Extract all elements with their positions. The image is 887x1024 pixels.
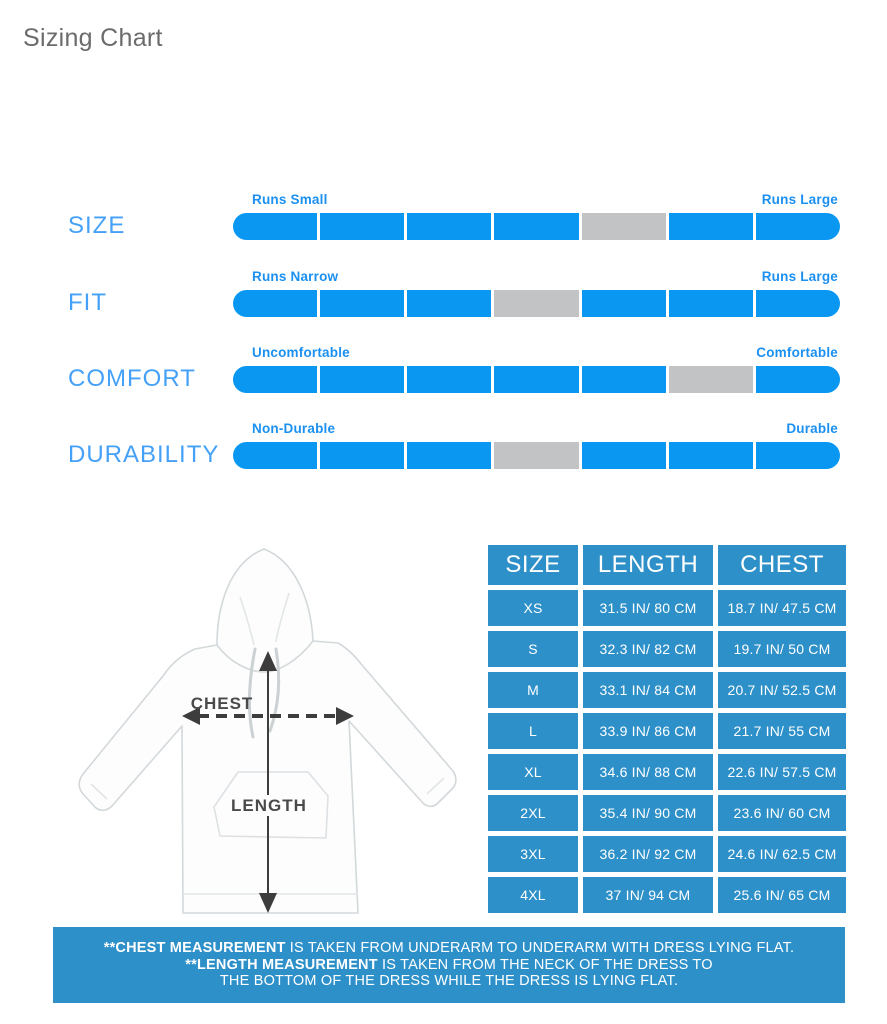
rating-row-comfort	[0, 345, 887, 395]
chest-cell: 22.6 IN/ 57.5 CM	[718, 754, 846, 790]
rating-row-size	[0, 192, 887, 242]
rating-segment	[582, 366, 666, 393]
size-cell: M	[488, 672, 578, 708]
length-cell: 32.3 IN/ 82 CM	[583, 631, 713, 667]
rating-bar-endpoints	[233, 269, 840, 289]
rating-segment	[494, 213, 578, 240]
rating-segment	[669, 213, 753, 240]
size-cell: 2XL	[488, 795, 578, 831]
footnote-line-2: **LENGTH MEASUREMENT IS TAKEN FROM THE NECK OF THE DRESS TO	[185, 956, 713, 973]
chest-cell: 19.7 IN/ 50 CM	[718, 631, 846, 667]
chest-cell: 25.6 IN/ 65 CM	[718, 877, 846, 913]
rating-row-label: FIT	[68, 289, 107, 316]
rating-bar	[233, 290, 840, 317]
rating-row-durability	[0, 421, 887, 471]
rating-segment-marker	[494, 442, 578, 469]
chest-cell: 24.6 IN/ 62.5 CM	[718, 836, 846, 872]
length-cell: 33.1 IN/ 84 CM	[583, 672, 713, 708]
rating-bar-endpoints	[233, 192, 840, 212]
rating-segment	[756, 290, 840, 317]
size-cell: XS	[488, 590, 578, 626]
rating-left-label: Runs Narrow	[252, 269, 339, 284]
footnote-line-3: THE BOTTOM OF THE DRESS WHILE THE DRESS IS LYING FLAT.	[219, 973, 679, 989]
rating-bar	[233, 213, 840, 240]
rating-row-label: DURABILITY	[68, 441, 220, 468]
rating-right-label: Runs Large	[761, 192, 838, 207]
hoodie-diagram	[70, 545, 470, 925]
length-cell: 37 IN/ 94 CM	[583, 877, 713, 913]
rating-segment	[494, 366, 578, 393]
chest-cell: 20.7 IN/ 52.5 CM	[718, 672, 846, 708]
size-cell: S	[488, 631, 578, 667]
length-cell: 35.4 IN/ 90 CM	[583, 795, 713, 831]
footnote-line-1: **CHEST MEASUREMENT IS TAKEN FROM UNDERARM TO UNDERARM WITH DRESS LYING FLAT.	[103, 940, 795, 956]
rating-segment	[669, 290, 753, 317]
rating-segment	[582, 442, 666, 469]
rating-segment	[756, 213, 840, 240]
rating-row-label: SIZE	[68, 212, 126, 239]
length-cell: 33.9 IN/ 86 CM	[583, 713, 713, 749]
rating-segment	[320, 442, 404, 469]
rating-bar-endpoints	[233, 421, 840, 441]
rating-right-label: Durable	[786, 421, 838, 436]
rating-segment	[407, 442, 491, 469]
rating-segment-marker	[669, 366, 753, 393]
rating-segment	[407, 213, 491, 240]
rating-right-label: Comfortable	[756, 345, 838, 360]
size-cell: 3XL	[488, 836, 578, 872]
rating-segment	[669, 442, 753, 469]
rating-segment	[756, 442, 840, 469]
rating-segment	[320, 290, 404, 317]
rating-bar-wrap	[233, 345, 840, 393]
rating-bar	[233, 442, 840, 469]
rating-segment	[756, 366, 840, 393]
rating-right-label: Runs Large	[761, 269, 838, 284]
rating-segment	[233, 290, 317, 317]
rating-segment	[320, 366, 404, 393]
chest-measure-label: CHEST	[190, 694, 254, 713]
rating-segment	[407, 290, 491, 317]
length-cell: 31.5 IN/ 80 CM	[583, 590, 713, 626]
rating-segment	[233, 442, 317, 469]
rating-bar-wrap	[233, 192, 840, 240]
rating-left-label: Runs Small	[252, 192, 328, 207]
size-cell: 4XL	[488, 877, 578, 913]
size-table-header-size: SIZE	[488, 545, 578, 585]
rating-segment	[320, 213, 404, 240]
rating-bar-wrap	[233, 421, 840, 469]
rating-row-fit	[0, 269, 887, 319]
rating-segment	[582, 290, 666, 317]
page-title: Sizing Chart	[23, 24, 163, 52]
rating-segment-marker	[494, 290, 578, 317]
chest-cell: 18.7 IN/ 47.5 CM	[718, 590, 846, 626]
rating-bar-endpoints	[233, 345, 840, 365]
rating-bar-wrap	[233, 269, 840, 317]
length-cell: 34.6 IN/ 88 CM	[583, 754, 713, 790]
size-cell: L	[488, 713, 578, 749]
chest-cell: 23.6 IN/ 60 CM	[718, 795, 846, 831]
size-table-header-length: LENGTH	[583, 545, 713, 585]
size-cell: XL	[488, 754, 578, 790]
rating-row-label: COMFORT	[68, 365, 196, 392]
rating-segment	[407, 366, 491, 393]
measurement-footnote	[53, 927, 845, 1003]
rating-segment	[233, 366, 317, 393]
size-table	[488, 545, 846, 913]
rating-left-label: Uncomfortable	[252, 345, 350, 360]
length-cell: 36.2 IN/ 92 CM	[583, 836, 713, 872]
rating-segment-marker	[582, 213, 666, 240]
rating-segment	[233, 213, 317, 240]
chest-cell: 21.7 IN/ 55 CM	[718, 713, 846, 749]
size-table-header-chest: CHEST	[718, 545, 846, 585]
length-measure-label: LENGTH	[231, 796, 307, 815]
rating-bar	[233, 366, 840, 393]
rating-left-label: Non-Durable	[252, 421, 336, 436]
